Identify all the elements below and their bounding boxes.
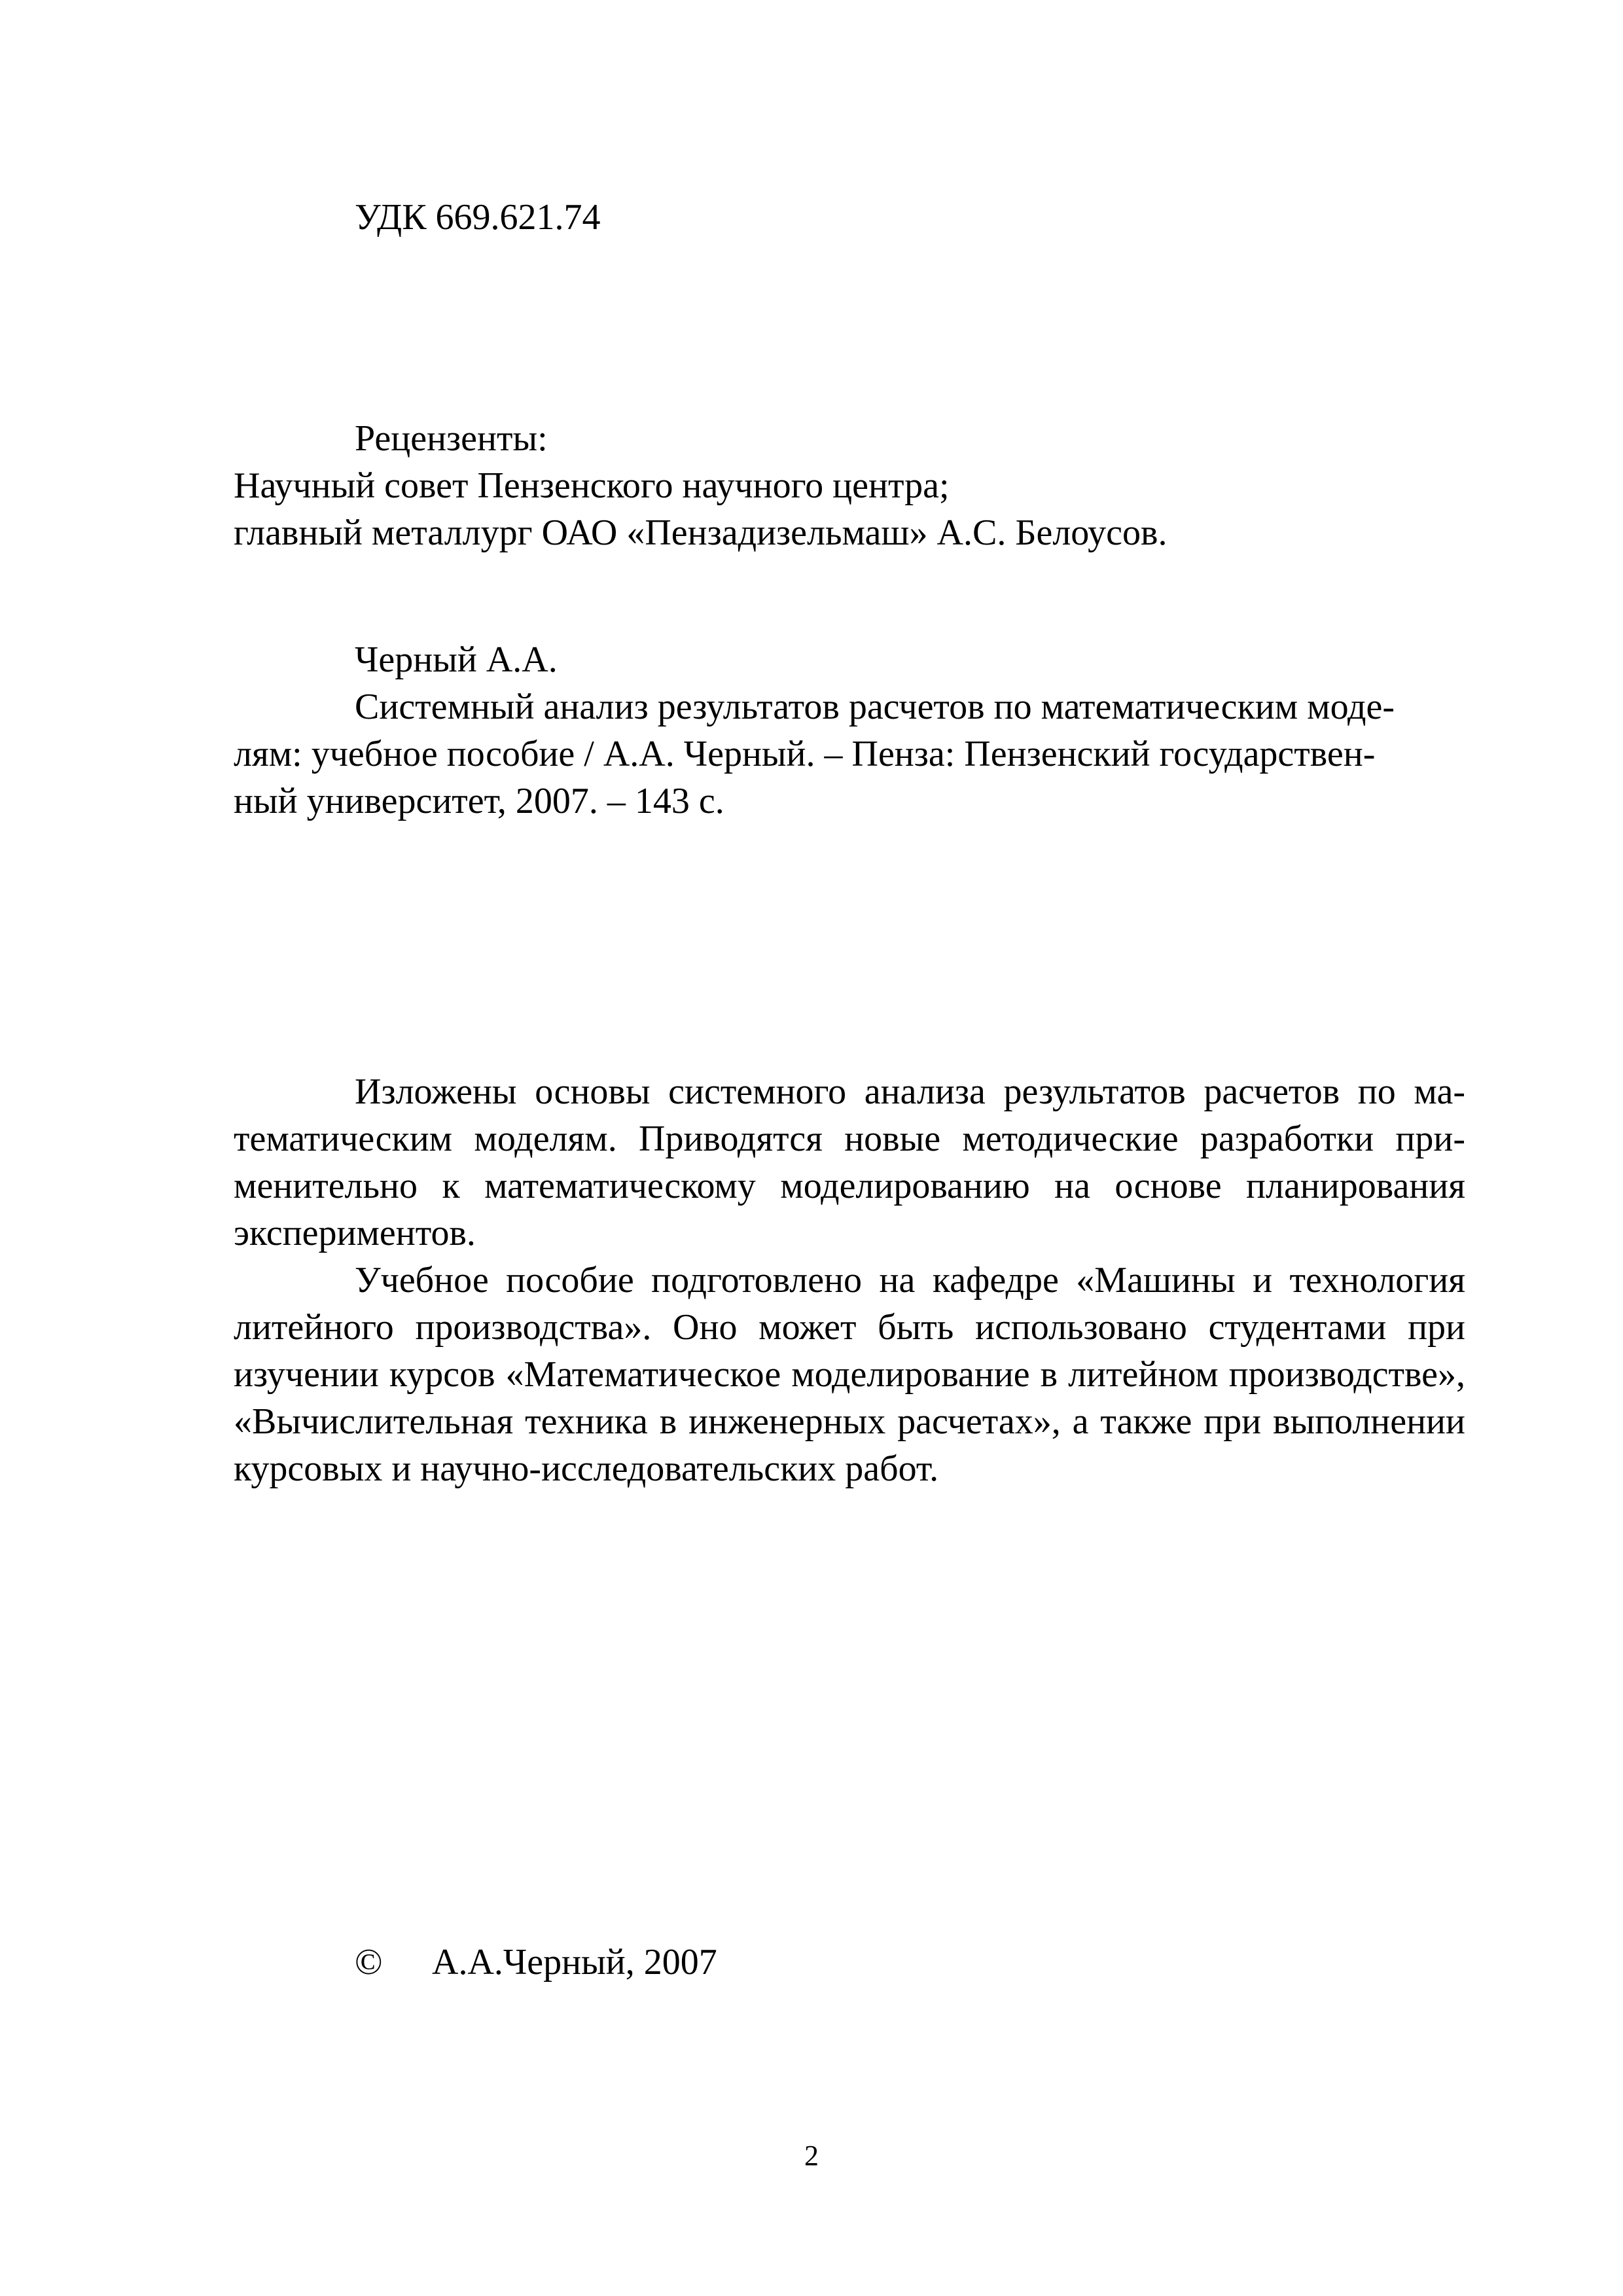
page-number: 2	[804, 2140, 819, 2172]
reviewer-line-1: Научный совет Пензенского научного центра;	[234, 465, 950, 506]
bibliography-author: Черный А.А.	[355, 639, 558, 680]
bibliography-line-2: лям: учебное пособие / А.А. Черный. – Пенза: Пензенский государствен-	[234, 734, 1376, 774]
bibliography-line-1: Системный анализ результатов расчетов по математическим моде-	[355, 687, 1395, 727]
abstract-paragraph-2: Учебное пособие подготовлено на кафедре «Машины и технология литейного производства». Оно может быть использовано студентами при изучении курсов «Математическое моделирование в литейном производстве», «Вычислительная техника в инженерных расчетах», а также при выполнении курсовых и научно-исследовательских работ.	[234, 1260, 1465, 1489]
udk-code: УДК 669.621.74	[355, 197, 601, 238]
copyright-line	[355, 1939, 717, 1986]
abstract-paragraph-1: Изложены основы системного анализа результатов расчетов по математическим моделям. Приводятся новые методические разработки применительно к математическому моделированию на основе планирования экспериментов.	[234, 1071, 1465, 1253]
copyright-text: А.А.Черный, 2007	[432, 1942, 717, 1982]
copyright-symbol: ©	[355, 1942, 383, 1982]
reviewers-heading: Рецензенты:	[355, 418, 548, 459]
abstract-block	[234, 1068, 1465, 1492]
bibliography-line-3: ный университет, 2007. – 143 с.	[234, 781, 724, 821]
reviewer-line-2: главный металлург ОАО «Пензадизельмаш» А.С. Белоусов.	[234, 512, 1168, 553]
